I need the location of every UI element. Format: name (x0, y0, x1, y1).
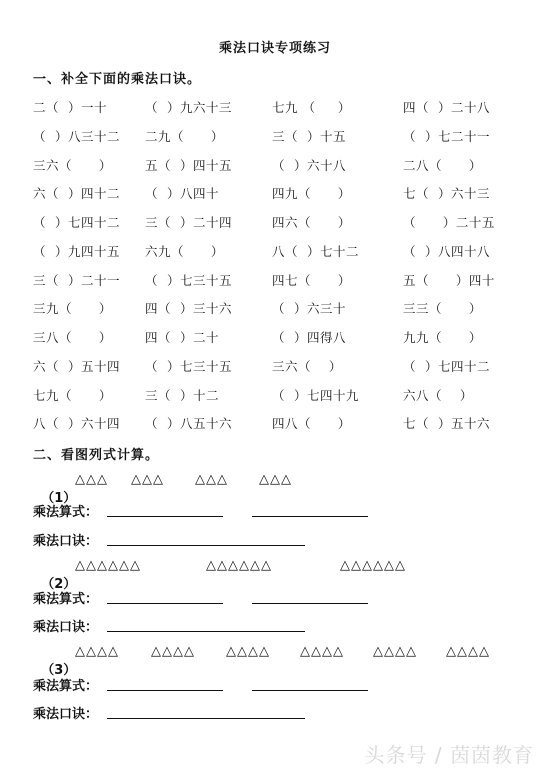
rhyme-blank[interactable] (107, 545, 305, 546)
multiplication-rhyme-item[interactable]: （ ）六十八 (272, 157, 346, 173)
multiplication-rhyme-item[interactable]: 三六（ ） (272, 358, 342, 374)
multiplication-rhyme-item[interactable]: 二九（ ） (145, 128, 224, 144)
drill-row (0, 242, 550, 262)
multiplication-rhyme-item[interactable]: 三三（ ） (403, 301, 482, 317)
drill-row (0, 156, 550, 176)
drill-row (0, 328, 550, 348)
triangle-group: △△△△ (75, 644, 119, 659)
triangle-group: △△△ (75, 472, 108, 487)
formula-label: 乘法算式： (33, 505, 99, 520)
problem-2-figure (33, 558, 513, 592)
multiplication-rhyme-item[interactable]: 九九（ ） (403, 330, 482, 345)
multiplication-rhyme-item[interactable]: （ ）六三十 (272, 301, 346, 317)
triangle-group: △△△△△△ (75, 558, 141, 573)
watermark: 头条号 / 茵茵教育 (364, 743, 534, 767)
triangle-group: △△△△ (300, 644, 344, 659)
multiplication-rhyme-item[interactable]: 六九（ ） (145, 243, 224, 259)
triangle-group: △△△ (259, 472, 292, 487)
multiplication-rhyme-item[interactable]: （ ）九四十五 (33, 243, 120, 259)
formula-label: 乘法算式： (33, 679, 99, 694)
multiplication-rhyme-item[interactable]: （ ）八五十六 (145, 416, 232, 432)
multiplication-rhyme-item[interactable]: 四九（ ） (272, 186, 351, 202)
multiplication-rhyme-item[interactable]: （ ）七四十二 (403, 358, 490, 374)
multiplication-rhyme-item[interactable]: 三六（ ） (33, 157, 112, 173)
multiplication-rhyme-item[interactable]: 七九（ ） (33, 387, 112, 403)
formula-blank-2[interactable] (252, 603, 368, 604)
multiplication-rhyme-item[interactable]: 三（ ）十五 (272, 128, 346, 144)
multiplication-rhyme-item[interactable]: 八（ ）六十四 (33, 416, 120, 432)
section-2-heading: 二、看图列式计算。 (33, 448, 160, 463)
multiplication-rhyme-item[interactable]: （ ）八四十八 (403, 243, 490, 259)
multiplication-rhyme-item[interactable]: （ ）七四十九 (272, 387, 359, 403)
drill-row (0, 98, 550, 118)
multiplication-rhyme-item[interactable]: （ ）八三十二 (33, 128, 120, 144)
multiplication-rhyme-item[interactable]: 四（ ）三十六 (145, 301, 232, 317)
multiplication-rhyme-item[interactable]: （ ）四得八 (272, 330, 346, 345)
multiplication-rhyme-item[interactable]: （ ）七四十二 (33, 215, 120, 230)
multiplication-rhyme-item[interactable]: 四（ ）二十 (145, 330, 219, 345)
multiplication-rhyme-item[interactable]: 二八（ ） (403, 157, 482, 173)
problem-label: （1） (41, 491, 77, 506)
problem-label: （2） (41, 577, 77, 592)
drill-row (0, 299, 550, 319)
multiplication-rhyme-item[interactable]: 四七（ ） (272, 272, 351, 288)
problem-1-figure (33, 472, 513, 506)
multiplication-rhyme-item[interactable]: 八（ ）七十二 (272, 243, 359, 259)
multiplication-rhyme-item[interactable]: 三（ ）十二 (145, 387, 219, 403)
drill-row (0, 127, 550, 147)
rhyme-label: 乘法口诀： (33, 534, 99, 549)
formula-blank-1[interactable] (107, 603, 223, 604)
drill-row (0, 386, 550, 406)
multiplication-rhyme-item[interactable]: （ ）八四十 (145, 186, 219, 202)
multiplication-rhyme-item[interactable]: 七（ ）六十三 (403, 186, 490, 202)
multiplication-rhyme-item[interactable]: 七九 （ ） (272, 100, 351, 115)
problem-3-figure (33, 644, 513, 678)
multiplication-rhyme-item[interactable]: （ ）七三十五 (145, 272, 232, 288)
formula-blank-2[interactable] (252, 516, 368, 517)
multiplication-rhyme-item[interactable]: 六（ ）五十四 (33, 358, 120, 374)
drill-row (0, 357, 550, 377)
multiplication-rhyme-item[interactable]: （ ）九六十三 (145, 100, 232, 115)
multiplication-rhyme-item[interactable]: 四（ ）二十八 (403, 100, 490, 115)
triangle-group: △△△△ (151, 644, 195, 659)
rhyme-label: 乘法口诀： (33, 620, 99, 635)
triangle-group: △△△△△△ (340, 558, 406, 573)
formula-blank-2[interactable] (252, 690, 368, 691)
rhyme-blank[interactable] (107, 631, 305, 632)
multiplication-rhyme-item[interactable]: 七（ ）五十六 (403, 416, 490, 432)
rhyme-label: 乘法口诀： (33, 707, 99, 722)
multiplication-rhyme-item[interactable]: （ ）七二十一 (403, 128, 490, 144)
multiplication-rhyme-item[interactable]: 四八（ ） (272, 416, 351, 432)
multiplication-rhyme-item[interactable]: （ ）七三十五 (145, 358, 232, 374)
page-title: 乘法口诀专项练习 (218, 41, 331, 56)
multiplication-rhyme-item[interactable]: 四六（ ） (272, 215, 351, 230)
multiplication-rhyme-item[interactable]: 五（ ）四十五 (145, 157, 232, 173)
drill-row (0, 184, 550, 204)
multiplication-rhyme-item[interactable]: （ ）二十五 (403, 215, 495, 230)
drill-row (0, 414, 550, 434)
triangle-group: △△△△△△ (206, 558, 272, 573)
multiplication-rhyme-item[interactable]: 二（ ）一十 (33, 100, 107, 115)
drill-row (0, 213, 550, 233)
triangle-group: △△△△ (373, 644, 417, 659)
formula-label: 乘法算式： (33, 592, 99, 607)
multiplication-rhyme-item[interactable]: 三九（ ） (33, 301, 112, 317)
rhyme-blank[interactable] (107, 718, 305, 719)
multiplication-rhyme-item[interactable]: 六八（ ） (403, 387, 473, 403)
formula-blank-1[interactable] (107, 516, 223, 517)
multiplication-rhyme-item[interactable]: 三八（ ） (33, 330, 112, 345)
formula-blank-1[interactable] (107, 690, 223, 691)
section-1-heading: 一、补全下面的乘法口诀。 (33, 72, 202, 87)
multiplication-rhyme-item[interactable]: 六（ ）四十二 (33, 186, 120, 202)
triangle-group: △△△△ (446, 644, 490, 659)
multiplication-rhyme-item[interactable]: 五（ ）四十 (403, 272, 495, 288)
triangle-group: △△△ (195, 472, 228, 487)
multiplication-rhyme-item[interactable]: 三（ ）二十一 (33, 272, 120, 288)
triangle-group: △△△ (131, 472, 164, 487)
triangle-group: △△△△ (226, 644, 270, 659)
problem-label: （3） (41, 663, 77, 678)
drill-row (0, 271, 550, 291)
multiplication-rhyme-item[interactable]: 三（ ）二十四 (145, 215, 232, 230)
